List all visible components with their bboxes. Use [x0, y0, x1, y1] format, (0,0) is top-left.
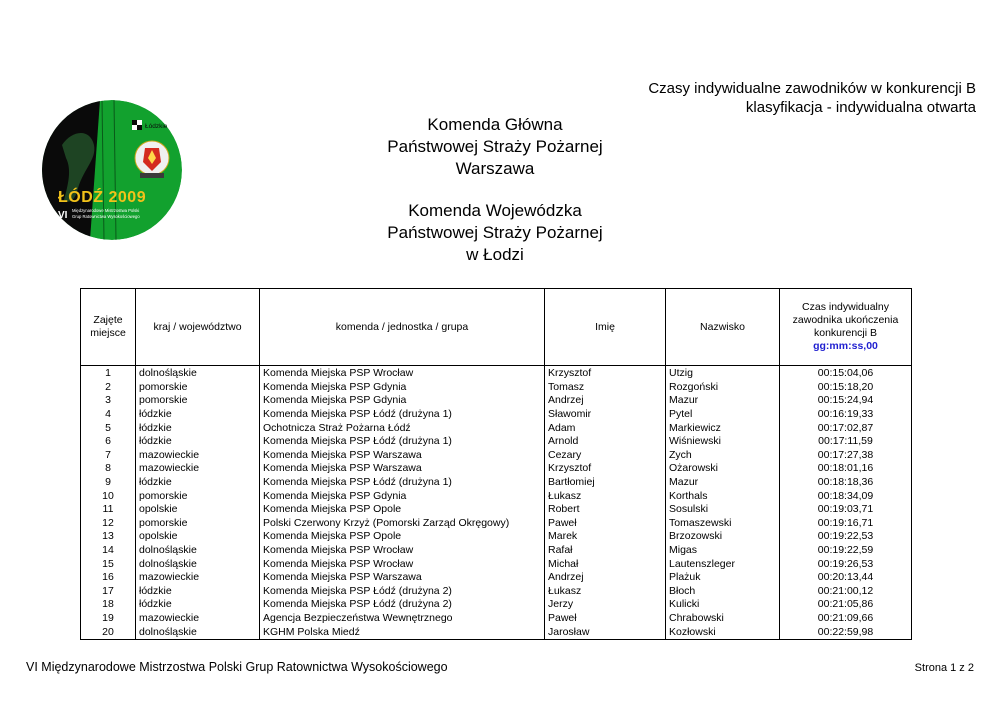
cell-region: dolnośląskie [136, 366, 260, 381]
table-row [81, 517, 912, 531]
table-row [81, 435, 912, 449]
cell-last-name: Zych [666, 449, 780, 463]
col-header-region: kraj / województwo [136, 289, 260, 366]
cell-region: mazowieckie [136, 612, 260, 626]
table-row [81, 557, 912, 571]
logo-roman-text: VI [58, 210, 68, 221]
footer-event-name: VI Międzynarodowe Mistrzostwa Polski Grup Ratownictwa Wysokościowego [26, 660, 448, 674]
table-row [81, 530, 912, 544]
cell-time: 00:17:11,59 [780, 435, 912, 449]
table-row [81, 366, 912, 381]
cell-first-name: Jarosław [545, 625, 666, 639]
cell-unit: Komenda Miejska PSP Warszawa [260, 571, 545, 585]
cell-time: 00:18:34,09 [780, 489, 912, 503]
cell-unit: Komenda Miejska PSP Warszawa [260, 449, 545, 463]
cell-unit: Komenda Miejska PSP Wrocław [260, 366, 545, 381]
cell-unit: Komenda Miejska PSP Opole [260, 530, 545, 544]
cell-place: 1 [81, 366, 136, 381]
report-title [648, 79, 976, 117]
org-block-main [330, 114, 660, 180]
cell-first-name: Krzysztof [545, 366, 666, 381]
cell-place: 19 [81, 612, 136, 626]
results-table [80, 288, 912, 640]
logo-brand-text: Łódzkie [145, 123, 168, 130]
cell-last-name: Błoch [666, 585, 780, 599]
results-body [81, 366, 912, 640]
cell-last-name: Brzozowski [666, 530, 780, 544]
cell-unit: Ochotnicza Straż Pożarna Łódź [260, 421, 545, 435]
table-row [81, 625, 912, 639]
cell-unit: Komenda Miejska PSP Wrocław [260, 544, 545, 558]
cell-last-name: Plażuk [666, 571, 780, 585]
cell-place: 9 [81, 476, 136, 490]
cell-region: łódzkie [136, 476, 260, 490]
cell-region: łódzkie [136, 598, 260, 612]
org-regional-line1: Komenda Wojewódzka [408, 201, 582, 220]
table-row [81, 598, 912, 612]
table-row [81, 544, 912, 558]
cell-time: 00:19:22,59 [780, 544, 912, 558]
cell-time: 00:22:59,98 [780, 625, 912, 639]
org-main-line1: Komenda Główna [427, 115, 563, 134]
cell-unit: Komenda Miejska PSP Gdynia [260, 394, 545, 408]
cell-unit: Komenda Miejska PSP Łódź (drużyna 2) [260, 585, 545, 599]
cell-first-name: Krzysztof [545, 462, 666, 476]
org-block-regional [330, 200, 660, 266]
cell-place: 16 [81, 571, 136, 585]
cell-last-name: Markiewicz [666, 421, 780, 435]
cell-region: pomorskie [136, 517, 260, 531]
cell-unit: Komenda Miejska PSP Warszawa [260, 462, 545, 476]
col-header-time-label: Czas indywidualny zawodnika ukończenia konkurencji B [792, 301, 899, 339]
cell-first-name: Łukasz [545, 489, 666, 503]
cell-unit: Komenda Miejska PSP Łódź (drużyna 1) [260, 435, 545, 449]
table-row [81, 571, 912, 585]
table-row [81, 421, 912, 435]
cell-place: 4 [81, 408, 136, 422]
cell-last-name: Mazur [666, 394, 780, 408]
cell-place: 6 [81, 435, 136, 449]
cell-first-name: Robert [545, 503, 666, 517]
cell-place: 7 [81, 449, 136, 463]
table-row [81, 408, 912, 422]
cell-unit: Komenda Miejska PSP Opole [260, 503, 545, 517]
cell-region: mazowieckie [136, 571, 260, 585]
cell-place: 12 [81, 517, 136, 531]
col-header-last-name: Nazwisko [666, 289, 780, 366]
cell-time: 00:16:19,33 [780, 408, 912, 422]
cell-time: 00:19:16,71 [780, 517, 912, 531]
cell-last-name: Korthals [666, 489, 780, 503]
cell-place: 2 [81, 381, 136, 395]
cell-first-name: Andrzej [545, 394, 666, 408]
cell-region: pomorskie [136, 381, 260, 395]
cell-place: 20 [81, 625, 136, 639]
table-row [81, 476, 912, 490]
cell-first-name: Łukasz [545, 585, 666, 599]
cell-place: 5 [81, 421, 136, 435]
cell-first-name: Jerzy [545, 598, 666, 612]
cell-time: 00:21:09,66 [780, 612, 912, 626]
table-row [81, 489, 912, 503]
logo-event-text: ŁÓDŹ 2009 [58, 189, 147, 206]
table-header-row [81, 289, 912, 366]
cell-region: łódzkie [136, 585, 260, 599]
cell-time: 00:20:13,44 [780, 571, 912, 585]
cell-region: łódzkie [136, 408, 260, 422]
cell-unit: KGHM Polska Miedź [260, 625, 545, 639]
cell-time: 00:19:22,53 [780, 530, 912, 544]
cell-time: 00:18:18,36 [780, 476, 912, 490]
cell-place: 18 [81, 598, 136, 612]
cell-region: łódzkie [136, 421, 260, 435]
cell-time: 00:21:05,86 [780, 598, 912, 612]
cell-first-name: Arnold [545, 435, 666, 449]
table-row [81, 462, 912, 476]
cell-place: 8 [81, 462, 136, 476]
logo-line2-text: Grup Ratownictwa Wysokościowego [72, 214, 140, 219]
cell-region: łódzkie [136, 435, 260, 449]
cell-time: 00:19:26,53 [780, 557, 912, 571]
cell-region: dolnośląskie [136, 544, 260, 558]
cell-time: 00:15:24,94 [780, 394, 912, 408]
table-row [81, 612, 912, 626]
col-header-place: Zajęte miejsce [81, 289, 136, 366]
cell-place: 17 [81, 585, 136, 599]
brand-square-icon [132, 120, 137, 125]
cell-region: dolnośląskie [136, 557, 260, 571]
cell-last-name: Tomaszewski [666, 517, 780, 531]
cell-last-name: Chrabowski [666, 612, 780, 626]
cell-unit: Agencja Bezpieczeństwa Wewnętrznego [260, 612, 545, 626]
cell-last-name: Rozgoński [666, 381, 780, 395]
cell-place: 3 [81, 394, 136, 408]
cell-region: opolskie [136, 503, 260, 517]
cell-place: 11 [81, 503, 136, 517]
cell-last-name: Kozłowski [666, 625, 780, 639]
cell-unit: Komenda Miejska PSP Łódź (drużyna 1) [260, 408, 545, 422]
org-main-line2: Państwowej Straży Pożarnej [387, 137, 603, 156]
cell-first-name: Rafał [545, 544, 666, 558]
cell-place: 10 [81, 489, 136, 503]
cell-first-name: Sławomir [545, 408, 666, 422]
col-header-time [780, 289, 912, 366]
cell-unit: Polski Czerwony Krzyż (Pomorski Zarząd Okręgowy) [260, 517, 545, 531]
table-row [81, 503, 912, 517]
cell-unit: Komenda Miejska PSP Gdynia [260, 381, 545, 395]
event-logo [42, 100, 182, 240]
cell-unit: Komenda Miejska PSP Wrocław [260, 557, 545, 571]
cell-first-name: Bartłomiej [545, 476, 666, 490]
cell-last-name: Ożarowski [666, 462, 780, 476]
col-header-first-name: Imię [545, 289, 666, 366]
org-regional-line3: w Łodzi [466, 245, 524, 264]
cell-last-name: Kulicki [666, 598, 780, 612]
cell-region: opolskie [136, 530, 260, 544]
cell-last-name: Pytel [666, 408, 780, 422]
cell-last-name: Mazur [666, 476, 780, 490]
cell-time: 00:17:27,38 [780, 449, 912, 463]
cell-time: 00:15:04,06 [780, 366, 912, 381]
cell-first-name: Paweł [545, 517, 666, 531]
cell-unit: Komenda Miejska PSP Łódź (drużyna 1) [260, 476, 545, 490]
cell-region: mazowieckie [136, 449, 260, 463]
footer-page-number: Strona 1 z 2 [914, 662, 974, 674]
cell-region: dolnośląskie [136, 625, 260, 639]
cell-first-name: Adam [545, 421, 666, 435]
cell-time: 00:17:02,87 [780, 421, 912, 435]
cell-region: pomorskie [136, 489, 260, 503]
cell-first-name: Tomasz [545, 381, 666, 395]
table-row [81, 449, 912, 463]
cell-region: pomorskie [136, 394, 260, 408]
cell-first-name: Marek [545, 530, 666, 544]
cell-place: 14 [81, 544, 136, 558]
cell-last-name: Wiśniewski [666, 435, 780, 449]
cell-time: 00:19:03,71 [780, 503, 912, 517]
col-header-time-format: gg:mm:ss,00 [813, 340, 878, 352]
col-header-unit: komenda / jednostka / grupa [260, 289, 545, 366]
cell-first-name: Andrzej [545, 571, 666, 585]
report-title-line1: Czasy indywidualne zawodników w konkurencji B [648, 80, 976, 97]
cell-region: mazowieckie [136, 462, 260, 476]
cell-place: 15 [81, 557, 136, 571]
logo-line1-text: Międzynarodowe Mistrzostwa Polski [72, 208, 140, 213]
cell-time: 00:21:00,12 [780, 585, 912, 599]
cell-first-name: Michał [545, 557, 666, 571]
org-main-line3: Warszawa [455, 159, 535, 178]
cell-last-name: Utzig [666, 366, 780, 381]
cell-time: 00:15:18,20 [780, 381, 912, 395]
cell-place: 13 [81, 530, 136, 544]
cell-first-name: Cezary [545, 449, 666, 463]
cell-last-name: Sosulski [666, 503, 780, 517]
cell-time: 00:18:01,16 [780, 462, 912, 476]
cell-unit: Komenda Miejska PSP Gdynia [260, 489, 545, 503]
org-regional-line2: Państwowej Straży Pożarnej [387, 223, 603, 242]
cell-unit: Komenda Miejska PSP Łódź (drużyna 2) [260, 598, 545, 612]
table-row [81, 585, 912, 599]
cell-last-name: Migas [666, 544, 780, 558]
cell-first-name: Paweł [545, 612, 666, 626]
report-title-line2: klasyfikacja - indywidualna otwarta [745, 99, 976, 116]
cell-last-name: Lautenszleger [666, 557, 780, 571]
table-row [81, 394, 912, 408]
table-row [81, 381, 912, 395]
